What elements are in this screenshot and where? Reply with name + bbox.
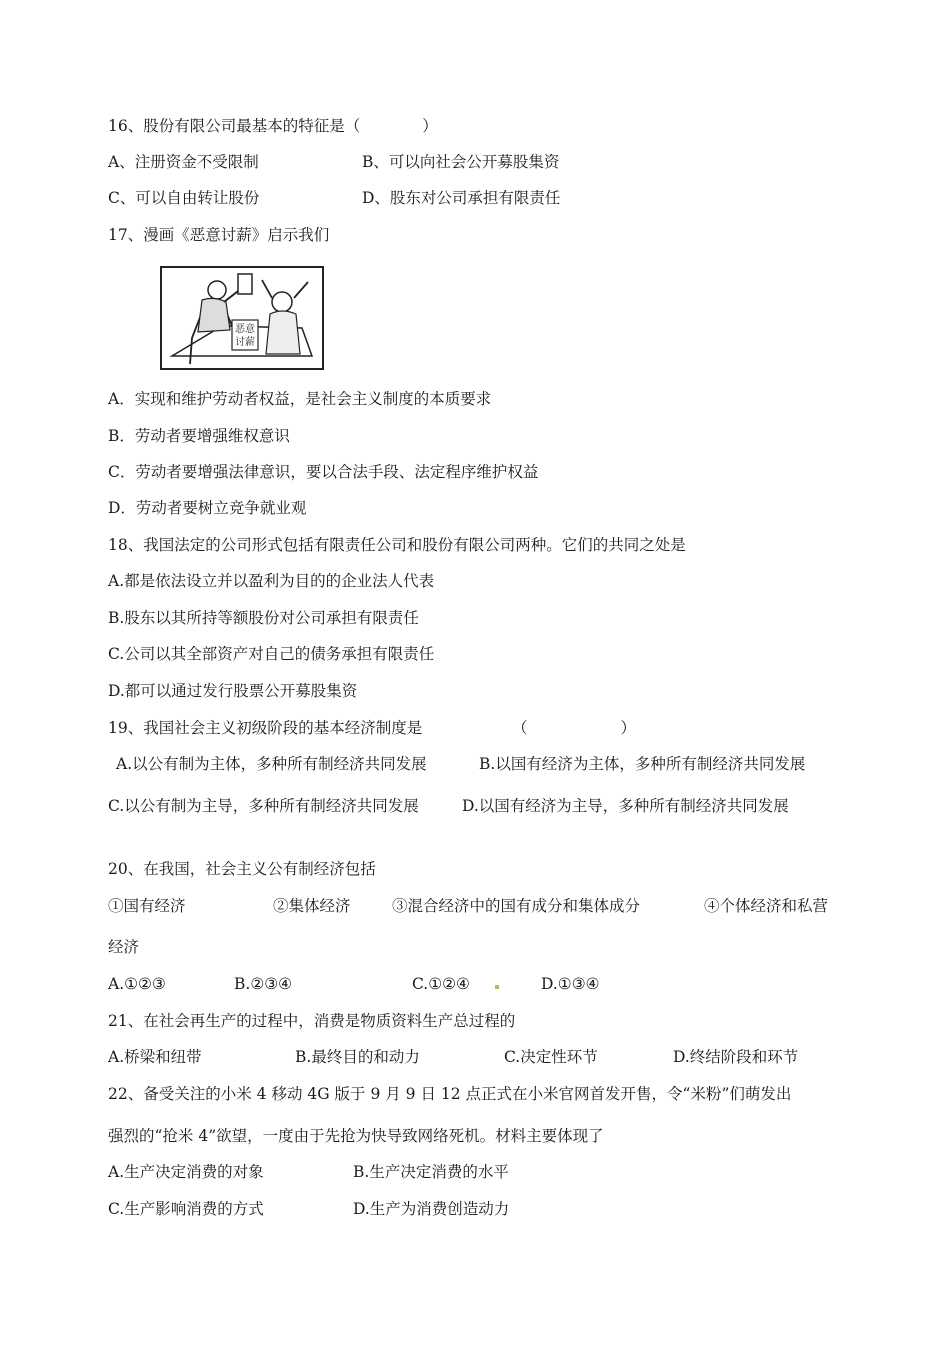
q19-option-d: D.以国有经济为主导，多种所有制经济共同发展 <box>462 797 789 815</box>
q18-option-c: C.公司以其全部资产对自己的债务承担有限责任 <box>108 645 435 663</box>
q16-stem: 16、股份有限公司最基本的特征是（ ） <box>108 117 438 135</box>
q17-option-c: C．劳动者要增强法律意识，要以合法手段、法定程序维护权益 <box>108 463 539 481</box>
q21-stem: 21、在社会再生产的过程中，消费是物质资料生产总过程的 <box>108 1012 516 1030</box>
q20-item-1: ①国有经济 <box>108 897 186 915</box>
q18-option-d: D.都可以通过发行股票公开募股集资 <box>108 682 358 700</box>
q16-option-d: D、股东对公司承担有限责任 <box>362 189 561 207</box>
q16-option-a: A、注册资金不受限制 <box>108 153 259 171</box>
q18-option-b: B.股东以其所持等额股份对公司承担有限责任 <box>108 609 419 627</box>
q21-option-d: D.终结阶段和环节 <box>673 1048 799 1066</box>
q17-stem: 17、漫画《恶意讨薪》启示我们 <box>108 226 330 244</box>
q19-option-c: C.以公有制为主导，多种所有制经济共同发展 <box>108 797 419 815</box>
q19-option-a: A.以公有制为主体，多种所有制经济共同发展 <box>116 755 427 773</box>
q18-option-a: A.都是依法设立并以盈利为目的的企业法人代表 <box>108 572 435 590</box>
cartoon-sign-line2: 讨薪 <box>235 337 255 348</box>
cartoon-image <box>160 266 324 370</box>
q17-option-a: A．实现和维护劳动者权益，是社会主义制度的本质要求 <box>108 390 492 408</box>
q17-option-b: B．劳动者要增强维权意识 <box>108 427 290 445</box>
q21-option-b: B.最终目的和动力 <box>295 1048 420 1066</box>
q22-option-c: C.生产影响消费的方式 <box>108 1200 264 1218</box>
cartoon-sign-line1: 恶意 <box>235 324 255 335</box>
q16-option-b: B、可以向社会公开募股集资 <box>362 153 560 171</box>
q22-stem-line2: 强烈的“抢米 4”欲望，一度由于先抢为快导致网络死机。材料主要体现了 <box>108 1127 604 1145</box>
q20-stem: 20、在我国，社会主义公有制经济包括 <box>108 860 376 878</box>
q22-option-b: B.生产决定消费的水平 <box>353 1163 509 1181</box>
cartoon-drawing <box>162 268 322 368</box>
q19-option-b: B.以国有经济为主体，多种所有制经济共同发展 <box>479 755 806 773</box>
q20-option-b: B.②③④ <box>234 975 293 993</box>
q17-option-d: D．劳动者要树立竞争就业观 <box>108 499 307 517</box>
q18-stem: 18、我国法定的公司形式包括有限责任公司和股份有限公司两种。它们的共同之处是 <box>108 536 686 554</box>
q22-stem-line1: 22、备受关注的小米 4 移动 4G 版于 9 月 9 日 12 点正式在小米官网首发开售，令“米粉”们萌发出 <box>108 1085 792 1103</box>
q20-item-2: ②集体经济 <box>273 897 351 915</box>
q22-option-d: D.生产为消费创造动力 <box>353 1200 510 1218</box>
q21-option-c: C.决定性环节 <box>504 1048 598 1066</box>
q22-option-a: A.生产决定消费的对象 <box>108 1163 264 1181</box>
q20-item-3: ③混合经济中的国有成分和集体成分 <box>392 897 641 915</box>
q19-answer-paren: （ ） <box>512 719 637 737</box>
q20-item-4-continued: 经济 <box>108 938 140 956</box>
scan-speck <box>495 985 499 989</box>
q20-option-a: A.①②③ <box>108 975 166 993</box>
q16-option-c: C、可以自由转让股份 <box>108 189 260 207</box>
q20-item-4: ④个体经济和私营 <box>704 897 829 915</box>
q20-option-c: C.①②④ <box>412 975 470 993</box>
q19-stem: 19、我国社会主义初级阶段的基本经济制度是 <box>108 719 423 737</box>
q20-option-d: D.①③④ <box>541 975 600 993</box>
q21-option-a: A.桥梁和纽带 <box>108 1048 202 1066</box>
